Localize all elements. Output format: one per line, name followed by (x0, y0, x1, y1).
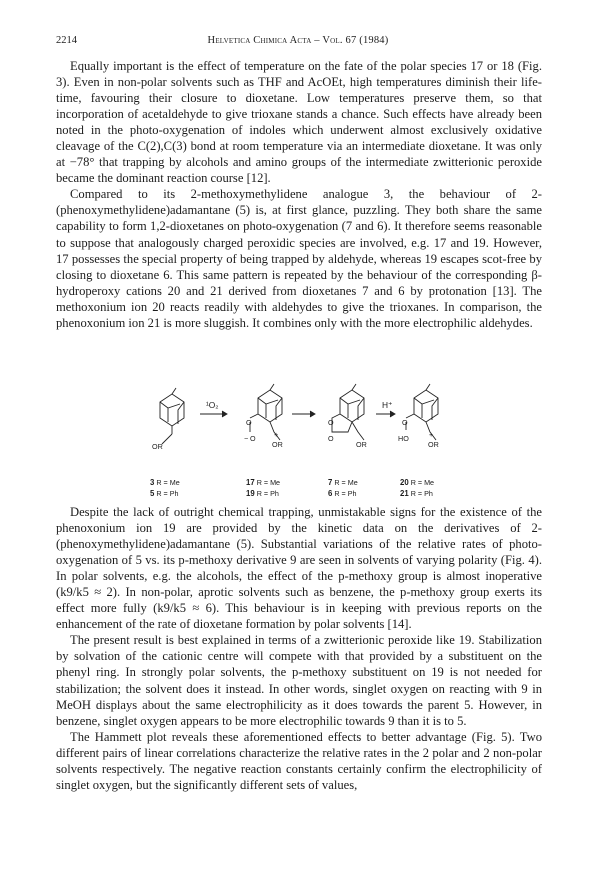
compound-label-21: 21 R = Ph (400, 489, 433, 498)
reagent-singlet-oxygen: ¹O₂ (206, 400, 219, 410)
paragraph-3: Despite the lack of outright chemical trapping, unmistakable signs for the existence of the phenoxonium ion 19 are provided by the kinetic data on the derivatives of 2-(phenoxymethylidene)adamantane (5). Substantial variations of the relative rates of photo-oxygenation of 5 vs. its p-methoxy derivative 9 are seen in solvents of varying polarity (Fig. 4). In polar solvents, e.g. the alcohols, the effect of the p-methoxy group is almost inoperative (k9/k5 ≈ 2). In non-polar, aprotic solvents such as benzene, the p-methoxy group exerts its effect more fully (k9/k5 ≈ 6). This behaviour is in keeping with previous reports on the enhancement of the rate of dioxetane formation by polar solvents [14]. (56, 505, 542, 632)
or-group-3: OR (356, 440, 367, 449)
paragraph-2: Compared to its 2-methoxymethylidene analogue 3, the behaviour of 2-(phenoxymethylidene)adamantane (5) is, at first glance, puzzling. They both share the same capability to form 1,2-dioxetanes on photo-oxygenation (7 and 6). It therefore seems reasonable to suppose that analogously charged peroxidic species are involved, e.g. 17 and 19. However, 17 possesses the special property of being trapped by aldehyde, whereas 19 escapes scot-free by closing to dioxetane 6. This same pattern is repeated by the behaviour of the corresponding β-hydroperoxy cations 20 and 21 derived from dioxetanes 7 and 6 by protonation [13]. The methoxonium ion 20 reacts readily with aldehydes to give the trioxanes. In comparison, the phenoxonium ion 21 is more sluggish. It combines only with the more electrophilic aldehydes. (56, 187, 542, 330)
or-group-2: OR (272, 440, 283, 449)
compound-label-20: 20 R = Me (400, 478, 435, 487)
o-atom-3b: O (328, 434, 334, 443)
o-atom-2a: O (246, 418, 252, 427)
paragraph-5: The Hammett plot reveals these aforementioned effects to better advantage (Fig. 5). Two different pairs of linear correlations characterize the relative rates in the 2 polar and 2 non-polar solvents respectively. The negative reaction constants certainly confirm the electrophilicity of singlet oxygen, but the significantly different sets of values, (56, 729, 542, 792)
journal-title: Helvetica Chimica Acta – Vol. 67 (1984) (207, 35, 389, 46)
or-group-4: OR (428, 440, 439, 449)
body-text-top (56, 58, 542, 331)
compound-label-19: 19 R = Ph (246, 489, 279, 498)
page-number: 2214 (56, 35, 77, 46)
paragraph-1: Equally important is the effect of temperature on the fate of the polar species 17 or 18 (Fig. 3). Even in non-polar solvents such as THF and AcOEt, high temperatures diminish their life-time, favouring their closure to dioxetane. Low temperatures preserve them, so that incorporation of acetaldehyde to give trioxane stands a chance. Such effects have already been noted in the photo-oxygenation of indoles which underwent almost exclusively oxidative cleavage of the C(2),C(3) bond at room temperature via an intermediate dioxetane. It was only at −78° that trapping by alcohols and amino groups of the intermediate zwitterionic peroxide became the dominant reaction course [12]. (56, 59, 542, 186)
minus-charge: − (244, 434, 249, 443)
compound-label-6: 6 R = Ph (328, 489, 357, 498)
compound-label-5: 5 R = Ph (150, 489, 179, 498)
adamantylidene-1 (160, 388, 184, 444)
compound-label-3: 3 R = Me (150, 478, 180, 487)
paragraph-4: The present result is best explained in terms of a zwitterionic peroxide like 19. Stabilization by solvation of the cationic centre will compete with that provided by a substituent on the phenyl ring. In strongly polar solvents, the p-methoxy substituent on 19 is not needed for stabilization; the solvent does it instead. In other words, singlet oxygen on reacting with 9 in MeOH displays about the same electrophilicity as it does towards the parent 5. However, in benzene, singlet oxygen appears to be more electrophilic towards 9 than it is to 5. (56, 633, 542, 728)
dioxetane (332, 384, 364, 440)
running-header (56, 35, 540, 49)
compound-label-7: 7 R = Me (328, 478, 358, 487)
plus-charge-2: + (429, 430, 434, 439)
or-group-1: OR (152, 442, 163, 451)
reaction-scheme (150, 378, 450, 502)
body-text-bottom (56, 504, 542, 793)
hydroxyl-group: HO (398, 434, 409, 443)
o-atom-3a: O (328, 418, 334, 427)
compound-label-17: 17 R = Me (246, 478, 281, 487)
o-atom-4a: O (402, 418, 408, 427)
plus-charge-1: + (274, 430, 279, 439)
o-atom-2b: O (250, 434, 256, 443)
reagent-proton: H⁺ (382, 400, 393, 410)
